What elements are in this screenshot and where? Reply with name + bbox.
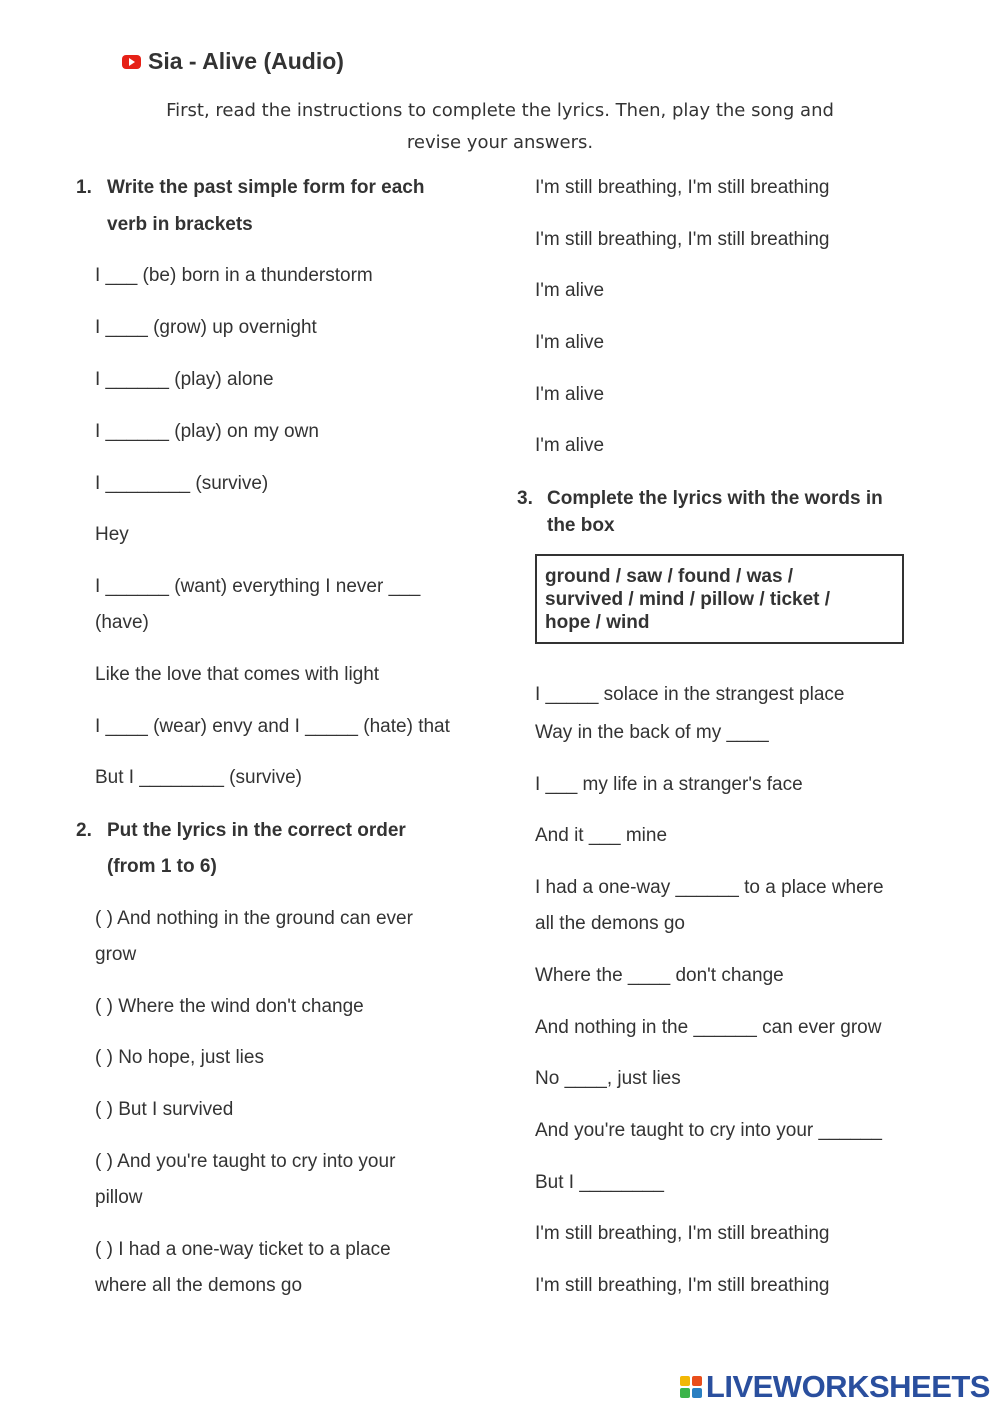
instructions-line-2: revise your answers.	[406, 132, 594, 153]
youtube-icon	[122, 55, 141, 69]
gap-fill-line[interactable]: I _____ solace in the strangest place	[535, 684, 845, 705]
gap-fill-line[interactable]: I ___ my life in a stranger's face	[535, 774, 803, 795]
gap-fill-line[interactable]: I had a one-way ______ to a place where	[535, 877, 884, 898]
order-item[interactable]: ( ) No hope, just lies	[95, 1047, 264, 1068]
lyric-line: I'm still breathing, I'm still breathing	[535, 1223, 830, 1244]
section1-line[interactable]: I ______ (want) everything I never ___	[95, 576, 421, 597]
gap-fill-line-continued: all the demons go	[535, 913, 685, 934]
section1-line[interactable]: I ___ (be) born in a thunderstorm	[95, 265, 373, 286]
section1-heading-line-2: verb in brackets	[107, 214, 253, 235]
section2-number: 2.	[76, 820, 92, 841]
section1-line: Like the love that comes with light	[95, 664, 380, 685]
section2-heading-line-1: Put the lyrics in the correct order	[107, 820, 406, 841]
section1-number: 1.	[76, 177, 92, 198]
section1-line[interactable]: But I ________ (survive)	[95, 767, 303, 788]
section1-line[interactable]: I ____ (wear) envy and I _____ (hate) that	[95, 716, 450, 737]
order-item[interactable]: ( ) And you're taught to cry into your	[95, 1151, 396, 1172]
gap-fill-line[interactable]: No ____, just lies	[535, 1068, 681, 1089]
video-title-text: Sia - Alive (Audio)	[148, 48, 344, 74]
word-bank-line: hope / wind	[545, 612, 650, 633]
liveworksheets-logo-icon	[680, 1376, 702, 1398]
word-bank-line: ground / saw / found / was /	[545, 566, 794, 587]
liveworksheets-logo-text: LIVEWORKSHEETS	[705, 1369, 990, 1404]
lyric-line: I'm still breathing, I'm still breathing	[535, 177, 830, 198]
order-item[interactable]: ( ) Where the wind don't change	[95, 996, 364, 1017]
word-bank-box	[535, 554, 904, 644]
gap-fill-line[interactable]: And it ___ mine	[535, 825, 668, 846]
video-title[interactable]	[122, 48, 344, 75]
section1-heading-line-1: Write the past simple form for each	[107, 177, 425, 198]
order-item-continued: pillow	[95, 1187, 143, 1208]
section2-heading-line-2: (from 1 to 6)	[107, 856, 217, 877]
section3-number: 3.	[517, 488, 533, 509]
section3-heading-line-2: the box	[547, 515, 615, 536]
lyric-line: I'm alive	[535, 435, 605, 456]
order-item-continued: grow	[95, 944, 137, 965]
liveworksheets-logo[interactable]	[680, 1369, 990, 1405]
word-bank-line: survived / mind / pillow / ticket /	[545, 589, 831, 610]
section3-heading-line-1: Complete the lyrics with the words in	[547, 488, 883, 509]
gap-fill-line[interactable]: And nothing in the ______ can ever grow	[535, 1017, 882, 1038]
gap-fill-line[interactable]: But I ________	[535, 1172, 664, 1193]
lyric-line: I'm alive	[535, 384, 605, 405]
lyric-line: I'm still breathing, I'm still breathing	[535, 229, 830, 250]
section1-line: Hey	[95, 524, 129, 545]
lyric-line: I'm alive	[535, 332, 605, 353]
instructions-line-1: First, read the instructions to complete the lyrics. Then, play the song and	[166, 100, 834, 121]
section1-line: (have)	[95, 612, 149, 633]
gap-fill-line[interactable]: Where the ____ don't change	[535, 965, 784, 986]
section1-line[interactable]: I ________ (survive)	[95, 473, 269, 494]
gap-fill-line[interactable]: Way in the back of my ____	[535, 722, 769, 743]
order-item-continued: where all the demons go	[95, 1275, 303, 1296]
section1-line[interactable]: I ______ (play) alone	[95, 369, 274, 390]
order-item[interactable]: ( ) But I survived	[95, 1099, 234, 1120]
lyric-line: I'm still breathing, I'm still breathing	[535, 1275, 830, 1296]
order-item[interactable]: ( ) I had a one-way ticket to a place	[95, 1239, 391, 1260]
lyric-line: I'm alive	[535, 280, 605, 301]
gap-fill-line[interactable]: And you're taught to cry into your ______	[535, 1120, 882, 1141]
section1-line[interactable]: I ____ (grow) up overnight	[95, 317, 317, 338]
section1-line[interactable]: I ______ (play) on my own	[95, 421, 319, 442]
order-item[interactable]: ( ) And nothing in the ground can ever	[95, 908, 413, 929]
